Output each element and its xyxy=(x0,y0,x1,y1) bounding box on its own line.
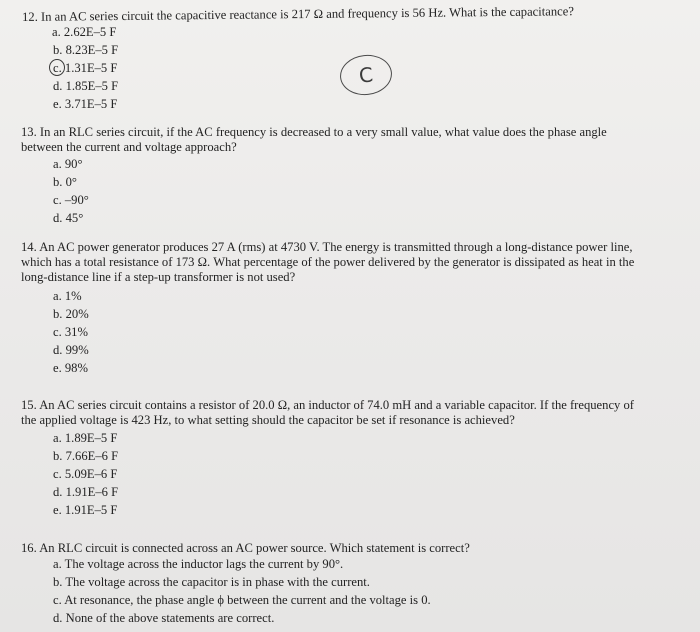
question-15-stem-line-1: 15. An AC series circuit contains a resistor of 20.0 Ω, an inductor of 74.0 mH and a variable capacitor. If the frequency of xyxy=(21,398,634,412)
question-15-option-a: a. 1.89E–5 F xyxy=(53,431,118,445)
question-15-option-e: e. 1.91E–5 F xyxy=(53,503,118,517)
handwritten-answer: C xyxy=(338,52,394,97)
question-14-option-d: d. 99% xyxy=(53,343,89,357)
circled-option-mark xyxy=(53,61,62,76)
question-15-stem-line-2: the applied voltage is 423 Hz, to what setting should the capacitor be set if resonance is achieved? xyxy=(21,413,515,427)
question-12-option-a: a. 2.62E–5 F xyxy=(52,25,117,39)
question-14-option-e: e. 98% xyxy=(53,361,88,375)
question-12-option-c-value: 1.31E–5 F xyxy=(64,61,118,75)
question-16-option-a: a. The voltage across the inductor lags the current by 90°. xyxy=(53,557,344,571)
question-12-option-c xyxy=(53,61,117,76)
question-14-option-c: c. 31% xyxy=(53,325,88,339)
question-13-stem-line-1: 13. In an RLC series circuit, if the AC frequency is decreased to a very small value, what value does the phase angle xyxy=(21,125,607,139)
question-14-stem-line-3: long-distance line if a step-up transformer is not used? xyxy=(21,270,296,284)
question-16-stem: 16. An RLC circuit is connected across an AC power source. Which statement is correct? xyxy=(21,541,470,555)
question-14-option-b: b. 20% xyxy=(53,307,89,321)
question-16-option-b: b. The voltage across the capacitor is in phase with the current. xyxy=(53,575,370,589)
question-14-stem-line-2: which has a total resistance of 173 Ω. What percentage of the power delivered by the generator is dissipated as heat in the xyxy=(21,255,635,269)
question-14-stem-line-1: 14. An AC power generator produces 27 A (rms) at 4730 V. The energy is transmitted through a long-distance power line, xyxy=(21,240,633,254)
question-15-option-d: d. 1.91E–6 F xyxy=(53,485,119,499)
question-13-option-c: c. –90° xyxy=(53,193,89,207)
question-16-option-d: d. None of the above statements are correct. xyxy=(53,611,275,625)
question-16-option-c: c. At resonance, the phase angle ϕ between the current and the voltage is 0. xyxy=(53,593,431,607)
question-13-stem-line-2: between the current and voltage approach? xyxy=(21,140,237,154)
question-15-option-c: c. 5.09E–6 F xyxy=(53,467,118,481)
question-12-option-c-letter: c. xyxy=(53,61,62,75)
pen-circle-mark xyxy=(49,59,65,76)
question-12-option-d: d. 1.85E–5 F xyxy=(53,79,119,93)
question-13-option-a: a. 90° xyxy=(53,157,83,171)
question-12-option-e: e. 3.71E–5 F xyxy=(53,97,118,111)
question-14-option-a: a. 1% xyxy=(53,289,82,303)
question-12-option-b: b. 8.23E–5 F xyxy=(53,43,119,57)
question-13-option-d: d. 45° xyxy=(53,211,84,225)
question-12-stem: 12. In an AC series circuit the capacitive reactance is 217 Ω and frequency is 56 Hz. What is the capacitance? xyxy=(22,4,574,24)
question-13-option-b: b. 0° xyxy=(53,175,77,189)
question-15-option-b: b. 7.66E–6 F xyxy=(53,449,119,463)
